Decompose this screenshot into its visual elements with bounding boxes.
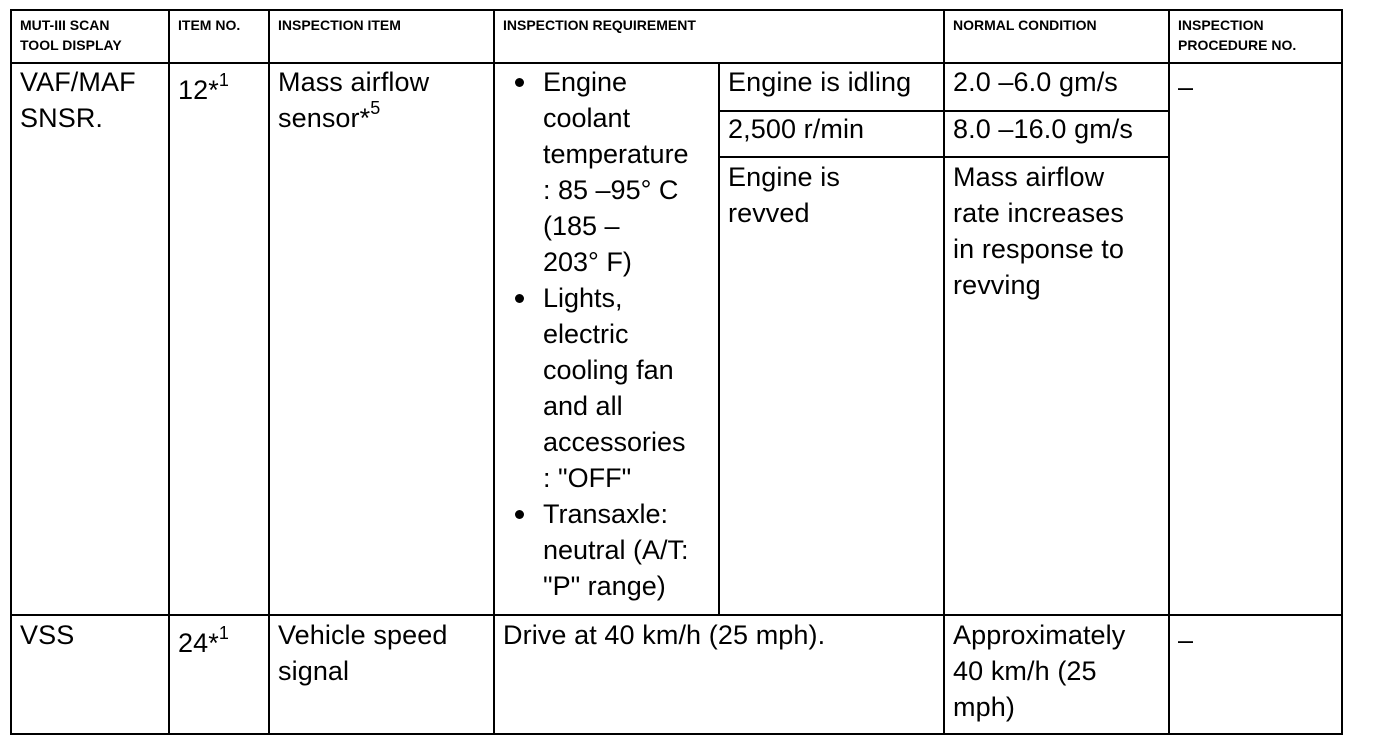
row1-inspection-item-footnote: 5 xyxy=(370,98,381,118)
header-scan-tool-display: MUT-III SCAN TOOL DISPLAY xyxy=(20,17,122,53)
header-inspection-requirement: INSPECTION REQUIREMENT xyxy=(503,17,696,33)
header-procedure-no: INSPECTION PROCEDURE NO. xyxy=(1178,17,1297,53)
requirement-text: Engine coolant temperature : 85 –95° C (185 – 203° F) xyxy=(543,67,689,277)
row1-requirements xyxy=(495,64,718,614)
requirement-item xyxy=(513,280,718,496)
bullet-icon xyxy=(515,78,524,87)
row1-item-no xyxy=(170,72,268,108)
requirement-list xyxy=(495,64,718,604)
row2-procedure-no: – xyxy=(1178,625,1194,655)
row2-item-no-footnote: 1 xyxy=(218,625,229,643)
row1-procedure-no: – xyxy=(1178,72,1194,102)
row1-inspection-item-text: Mass airflow sensor* xyxy=(278,67,430,133)
row1-condition-idling: Engine is idling xyxy=(728,67,912,97)
row1-item-no-footnote: 1 xyxy=(218,72,229,90)
header-item-no: ITEM NO. xyxy=(178,17,241,33)
row2-normal-condition: Approximately 40 km/h (25 mph) xyxy=(953,620,1126,722)
row1-condition-2500rpm: 2,500 r/min xyxy=(728,114,865,144)
row1-inspection-item xyxy=(270,64,493,136)
row2-inspection-requirement: Drive at 40 km/h (25 mph). xyxy=(503,620,826,650)
bullet-icon xyxy=(515,510,524,519)
requirement-text: Lights, electric cooling fan and all accessories : "OFF" xyxy=(543,283,686,493)
requirement-item xyxy=(513,496,718,604)
row2-inspection-item: Vehicle speed signal xyxy=(278,620,448,686)
header-normal-condition: NORMAL CONDITION xyxy=(953,17,1097,33)
row1-normal-revved: Mass airflow rate increases in response to revving xyxy=(953,162,1125,300)
row2-scan-tool-display: VSS xyxy=(20,620,75,650)
row1-normal-2500rpm: 8.0 –16.0 gm/s xyxy=(953,114,1134,144)
row1-item-no-text: 12* xyxy=(178,75,219,105)
row2-item-no xyxy=(170,625,268,661)
bullet-icon xyxy=(515,294,524,303)
row1-condition-revved: Engine is revved xyxy=(728,162,840,228)
row1-normal-idling: 2.0 –6.0 gm/s xyxy=(953,67,1118,97)
row2-item-no-text: 24* xyxy=(178,628,219,658)
row-divider xyxy=(12,614,1341,616)
header-inspection-item: INSPECTION ITEM xyxy=(278,17,401,33)
requirement-item xyxy=(513,64,718,280)
requirement-text: Transaxle: neutral (A/T: "P" range) xyxy=(543,499,689,601)
inspection-table xyxy=(10,9,1343,735)
row1-scan-tool-display: VAF/MAF SNSR. xyxy=(20,67,136,133)
